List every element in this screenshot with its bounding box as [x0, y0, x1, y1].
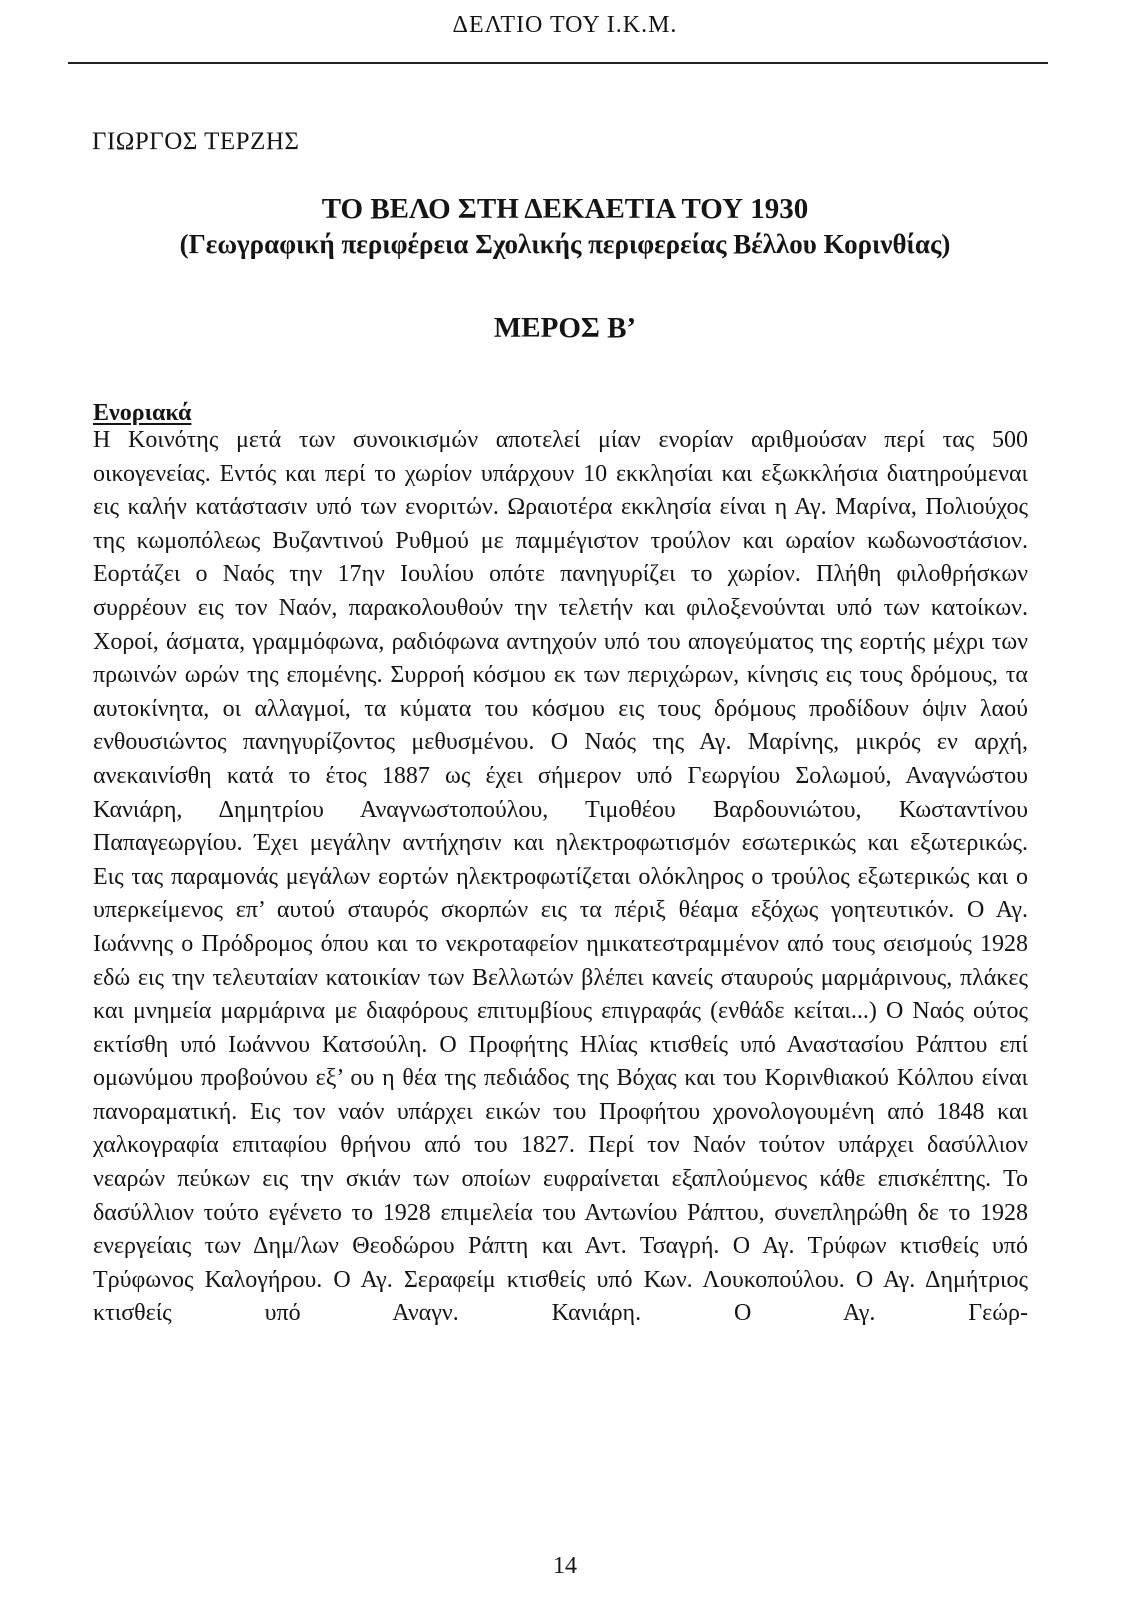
- header-rule: [68, 62, 1048, 64]
- body-paragraph: Η Κοινότης μετά των συνοικισμών αποτελεί μίαν ενορίαν αριθμούσαν περί τας 500 οικογενείας. Εντός και περί το χωρίον υπάρχουν 10 εκκλησίαι και εξωκκλήσια διατηρούμεναι εις καλήν κατάστασιν υπό των ενοριτών. Ωραιοτέρα εκκλησία είναι η Αγ. Μαρίνα, Πολιούχος της κωμοπόλεως Βυζαντινού Ρυθμού με παμμέγιστον τρούλον και ωραίον κωδωνοστάσιον. Εορτάζει ο Ναός την 17ην Ιουλίου οπότε πανηγυρίζει το χωρίον. Πλήθη φιλοθρήσκων συρρέουν εις τον Ναόν, παρακολουθούν την τελετήν και φιλοξενούνται υπό των κατοίκων. Χοροί, άσματα, γραμμόφωνα, ραδιόφωνα αντηχούν υπό του απογεύματος της εορτής μέχρι των πρωινών ωρών της επομένης. Συρροή κόσμου εκ των περιχώρων, κίνησις εις τους δρόμους, τα αυτοκίνητα, οι αλλαγμοί, τα κύματα του κόσμου εις τους δρόμους προδίδουν όψιν λαού ενθουσιώντος πανηγυρίζοντος μεθυσμένου. Ο Ναός της Αγ. Μαρίνης, μικρός εν αρχή, ανεκαινίσθη κατά το έτος 1887 ως έχει σήμερον υπό Γεωργίου Σολωμού, Αναγνώστου Κανιάρη, Δημητρίου Αναγνωστοπούλου, Τιμοθέου Βαρδουνιώτου, Κωσταντίνου Παπαγεωργίου. Έχει μεγάλην αντήχησιν και ηλεκτροφωτισμόν εσωτερικώς και εξωτερικώς. Εις τας παραμονάς μεγάλων εορτών ηλεκτροφωτίζεται ολόκληρος ο τρούλος εξωτερικώς και ο υπερκείμενος επ’ αυτού σταυρός σκορπών εις τα πέριξ θέαμα εξόχως γοητευτικόν. Ο Αγ. Ιωάννης ο Πρόδρομος όπου και το νεκροταφείον ημικατεστραμμένον από τους σεισμούς 1928 εδώ εις την τελευταίαν κατοικίαν των Βελλωτών βλέπει κανείς σταυρούς μαρμάρινους, πλάκες και μνημεία μαρμάρινα με διαφόρους επιτυμβίους επιγραφάς (ενθάδε κείται...) Ο Ναός ούτος εκτίσθη υπό Ιωάννου Κατσούλη. Ο Προφήτης Ηλίας κτισθείς υπό Αναστασίου Ράπτου επί ομωνύμου προβούνου εξ’ ου η θέα της πεδιάδος της Βόχας και του Κορινθιακού Κόλπου είναι πανοραματική. Εις τον ναόν υπάρχει εικών του Προφήτου χρονολογουμένη από 1848 και χαλκογραφία επιταφίου θρήνου από του 1827. Περί τον Ναόν τούτον υπάρχει δασύλλιον νεαρών πεύκων εις την σκιάν των οποίων ευφραίνεται εξαπλούμενος κάθε επισκέπτης. Το δασύλλιον τούτο εγένετο το 1928 επιμελεία του Αντωνίου Ράπτου, συνεπληρώθη δε το 1928 ενεργείαις των Δημ/λων Θεοδώρου Ράπτη και Αντ. Τσαγρή. Ο Αγ. Τρύφων κτισθείς υπό Τρύφωνος Καλογήρου. Ο Αγ. Σεραφείμ κτισθείς υπό Κων. Λουκοπούλου. Ο Αγ. Δημήτριος κτισθείς υπό Αναγν. Κανιάρη. Ο Αγ. Γεώρ-: [93, 427, 1028, 1327]
- section-heading: Ενοριακά: [93, 400, 192, 426]
- article-title: ΤΟ ΒΕΛΟ ΣΤΗ ΔΕΚΑΕΤΙΑ ΤΟΥ 1930: [321, 193, 809, 225]
- running-header: ΔΕΛΤΙΟ ΤΟΥ Ι.Κ.Μ.: [452, 12, 678, 38]
- part-heading: ΜΕΡΟΣ Β’: [493, 312, 637, 344]
- page-number: 14: [553, 1553, 577, 1579]
- author-name: ΓΙΩΡΓΟΣ ΤΕΡΖΗΣ: [92, 128, 300, 155]
- article-subtitle: (Γεωγραφική περιφέρεια Σχολικής περιφερείας Βέλλου Κορινθίας): [179, 229, 951, 259]
